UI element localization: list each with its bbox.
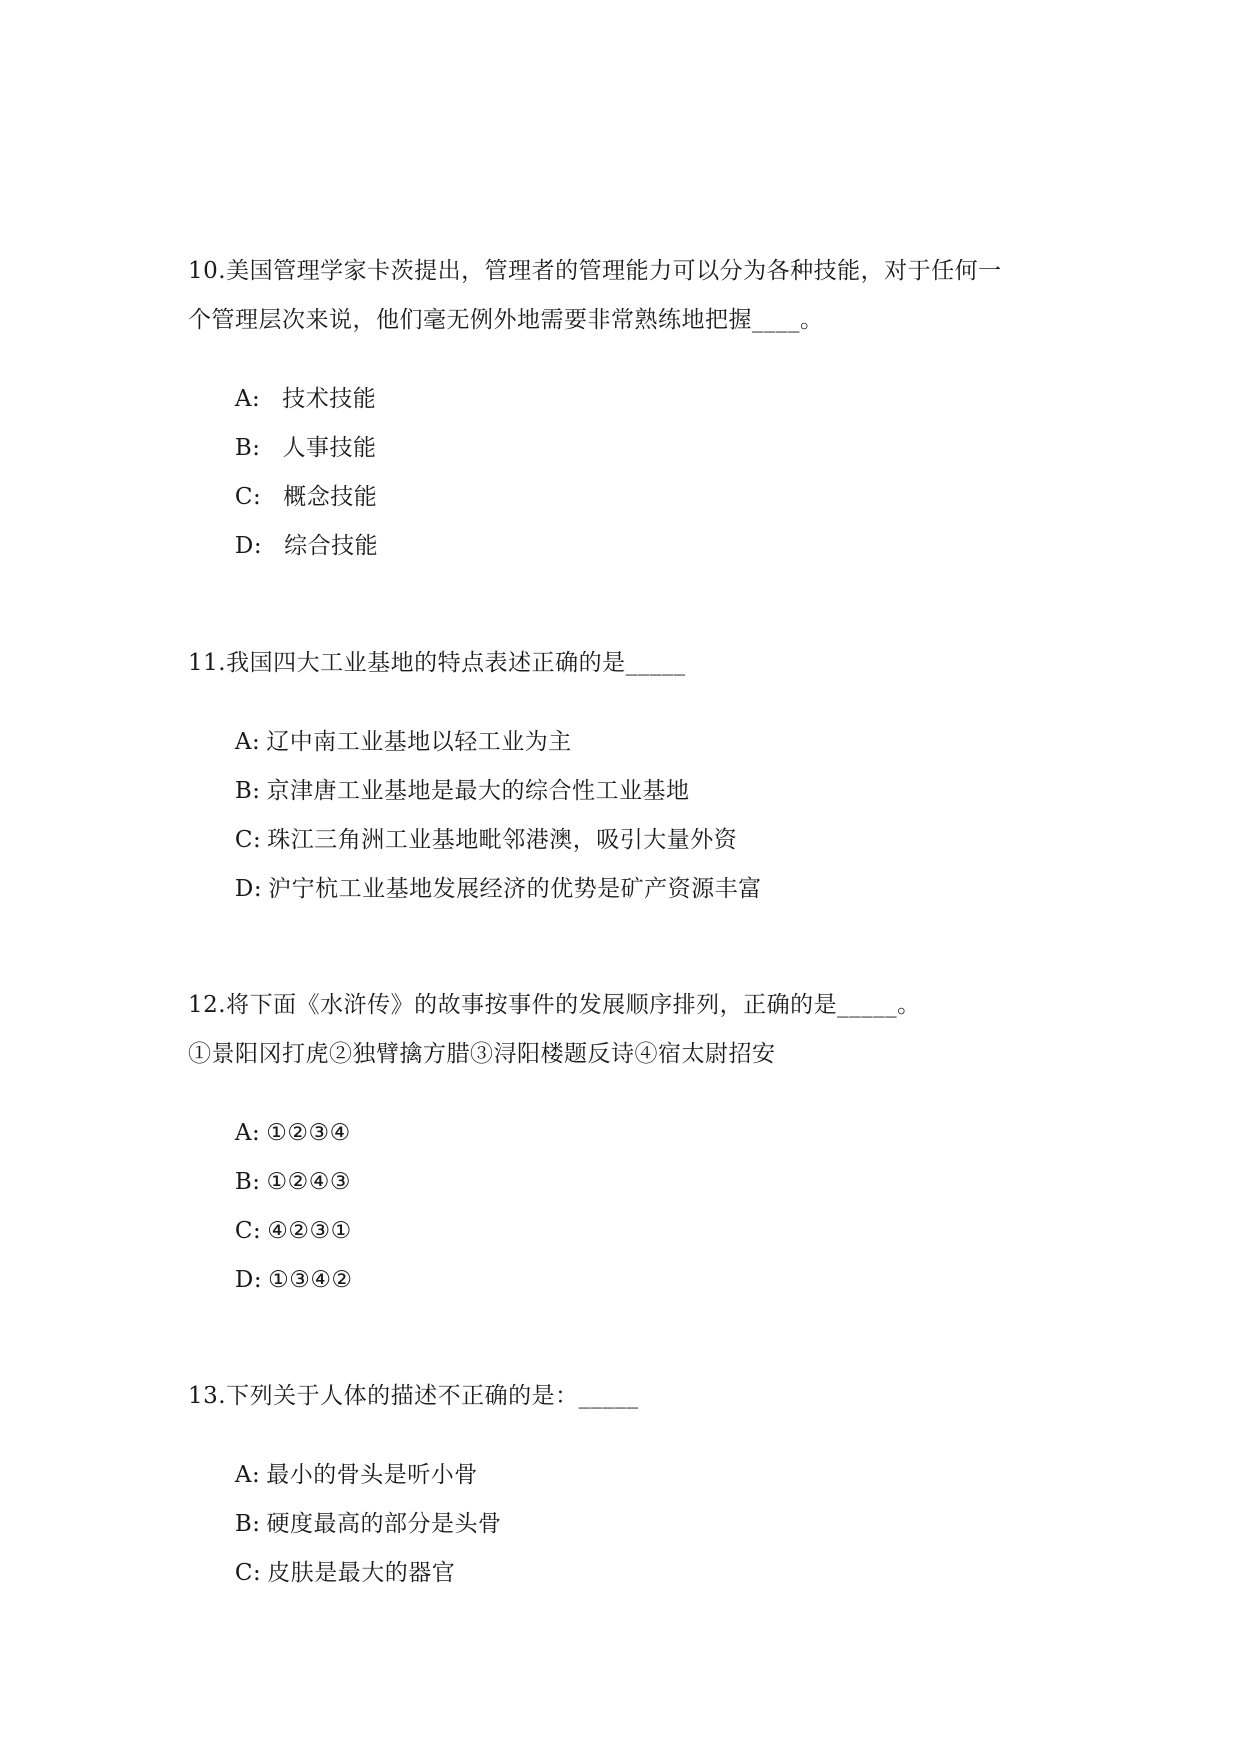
option-label: B: (234, 778, 261, 804)
option-text: 沪宁杭工业基地发展经济的优势是矿产资源丰富 (268, 876, 762, 902)
option-label: B: (234, 1511, 261, 1537)
question-stem-line: 13.下列关于人体的描述不正确的是：_____ (188, 1383, 639, 1409)
option-text: 皮肤是最大的器官 (267, 1560, 456, 1586)
option-label: D: (234, 533, 263, 559)
option-label: D: (234, 876, 263, 902)
option-text: 京津唐工业基地是最大的综合性工业基地 (266, 778, 690, 804)
option-text: 珠江三角洲工业基地毗邻港澳，吸引大量外资 (267, 827, 738, 853)
option-label: C: (234, 827, 262, 853)
option-text: 辽中南工业基地以轻工业为主 (266, 729, 572, 755)
option-text: 硬度最高的部分是头骨 (266, 1511, 502, 1537)
option-text: 综合技能 (284, 533, 379, 559)
option-label: B: (234, 435, 261, 461)
option-text: ①②④③ (266, 1169, 352, 1195)
option-label: D: (234, 1267, 263, 1293)
option-label: A: (234, 386, 261, 412)
option-label: A: (234, 729, 261, 755)
option-c (188, 1528, 455, 1618)
question-stem-line: ①景阳冈打虎②独臂擒方腊③浔阳楼题反诗④宿太尉招安 (188, 1041, 776, 1067)
option-label: B: (234, 1169, 261, 1195)
question-stem-line: 11.我国四大工业基地的特点表述正确的是_____ (188, 650, 686, 676)
option-d (188, 844, 762, 934)
option-text: 概念技能 (283, 484, 378, 510)
question-stem-line: 12.将下面《水浒传》的故事按事件的发展顺序排列，正确的是_____。 (188, 992, 921, 1018)
option-text: ①②③④ (266, 1120, 351, 1146)
option-label: C: (234, 1218, 262, 1244)
option-text: ④②③① (267, 1218, 352, 1244)
question-stem-line: 10.美国管理学家卡茨提出，管理者的管理能力可以分为各种技能，对于任何一 (188, 258, 1002, 284)
option-d (188, 501, 378, 591)
option-label: A: (234, 1462, 261, 1488)
option-label: A: (234, 1120, 261, 1146)
option-label: C: (234, 484, 262, 510)
option-text: 人事技能 (282, 435, 377, 461)
question-stem-line: 个管理层次来说，他们毫无例外地需要非常熟练地把握____。 (188, 307, 824, 333)
option-d (188, 1235, 353, 1325)
option-label: C: (234, 1560, 262, 1586)
option-text: 最小的骨头是听小骨 (266, 1462, 478, 1488)
option-text: 技术技能 (282, 386, 377, 412)
option-text: ①③④② (268, 1267, 353, 1293)
